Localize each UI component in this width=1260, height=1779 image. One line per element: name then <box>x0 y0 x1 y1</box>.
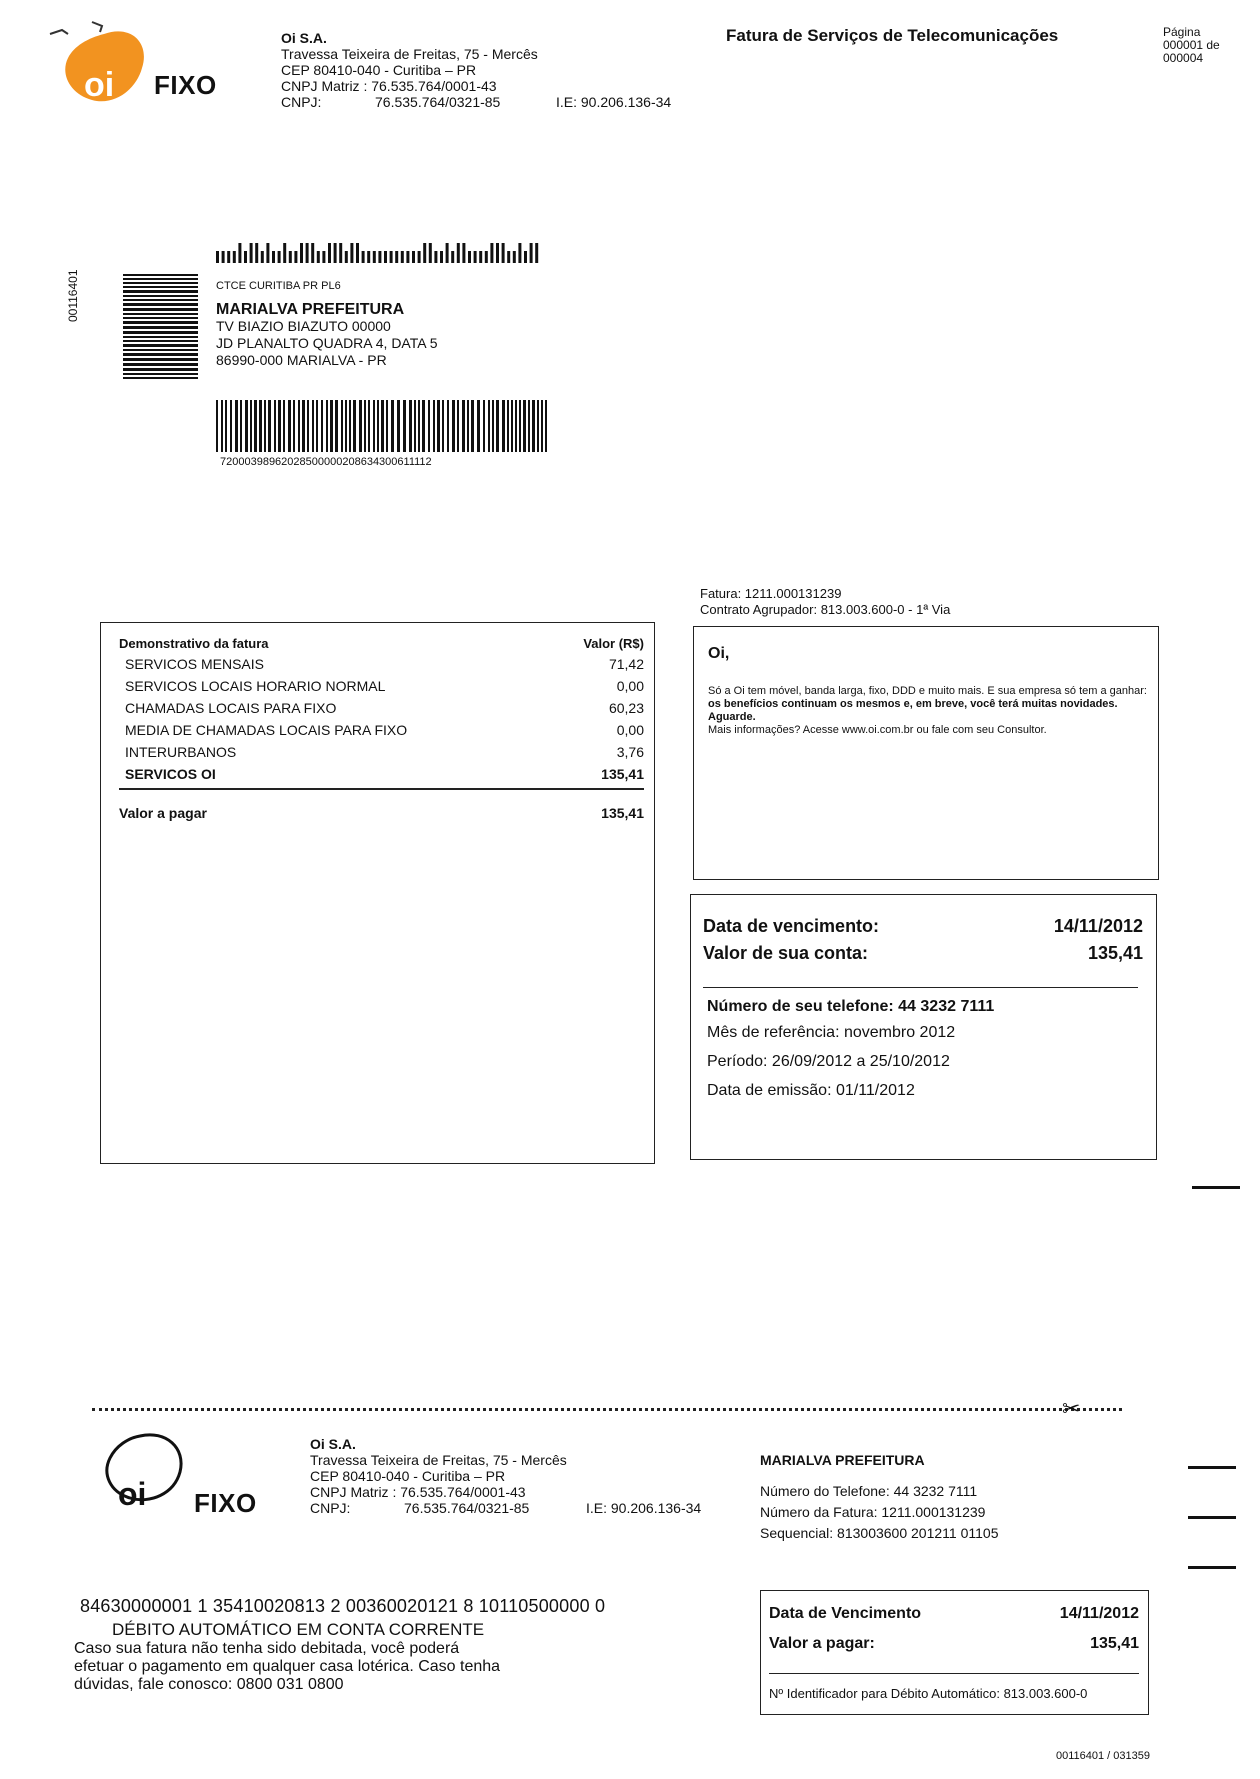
vertical-bar <box>123 282 198 284</box>
postal-bar <box>502 243 505 263</box>
vertical-bar <box>123 274 198 276</box>
barcode-bar <box>321 400 323 452</box>
postal-bar <box>395 251 398 263</box>
postal-bar <box>345 251 348 263</box>
postal-bar <box>451 251 454 263</box>
barcode-bar <box>298 400 300 452</box>
postal-bar <box>496 243 499 263</box>
statement-subtotal-row <box>125 763 644 785</box>
recipient-routing: CTCE CURITIBA PR PL6 <box>216 280 341 292</box>
debit-notes <box>74 1640 500 1694</box>
barcode-bar <box>452 400 455 452</box>
vertical-bar <box>123 286 198 288</box>
barcode-bar <box>537 400 539 452</box>
barcode-bar <box>483 400 485 452</box>
barcode-bar <box>477 400 480 452</box>
vertical-bar <box>123 303 198 306</box>
vertical-bar <box>123 340 198 342</box>
statement-row <box>125 741 644 763</box>
barcode-bar <box>471 400 474 452</box>
barcode-bar <box>447 400 449 452</box>
statement-total-row <box>119 802 644 824</box>
postal-bar <box>367 251 370 263</box>
stub-payment-box <box>760 1590 1149 1715</box>
barcode-bar <box>541 400 543 452</box>
barcode-bar <box>442 400 444 452</box>
company-ie: I.E: 90.206.136-34 <box>556 94 672 110</box>
postal-bar <box>530 243 533 263</box>
stub-brand-fixo: FIXO <box>194 1488 257 1518</box>
postal-bar <box>283 243 286 263</box>
barcode-bar <box>240 400 242 452</box>
invoice-number: Fatura: 1211.000131239 <box>700 586 842 601</box>
postal-bar <box>462 243 465 263</box>
postal-bar <box>328 243 331 263</box>
statement-subtotal-value: 135,41 <box>601 766 644 782</box>
vertical-bar <box>123 373 198 375</box>
brand-fixo: FIXO <box>154 70 217 100</box>
statement-total-label: Valor a pagar <box>119 805 207 821</box>
recipient-line-2: JD PLANALTO QUADRA 4, DATA 5 <box>216 335 438 351</box>
stub-cnpj-matriz: CNPJ Matriz : 76.535.764/0001-43 <box>310 1484 526 1500</box>
barcode-bar <box>245 400 248 452</box>
postal-bar <box>294 251 297 263</box>
statement-row <box>125 697 644 719</box>
postal-bar <box>378 251 381 263</box>
barcode-bar <box>532 400 535 452</box>
vertical-bar <box>123 368 198 371</box>
debit-note-3: dúvidas, fale conosco: 0800 031 0800 <box>74 1676 344 1693</box>
vertical-bar <box>123 377 198 379</box>
barcode-bar <box>422 400 425 452</box>
barcode-bar <box>496 400 499 452</box>
statement-item-label: MEDIA DE CHAMADAS LOCAIS PARA FIXO <box>125 722 408 738</box>
barcode-bar <box>341 400 343 452</box>
statement-item-value: 71,42 <box>608 656 644 672</box>
postal-bar <box>412 251 415 263</box>
due-date-value: 14/11/2012 <box>1053 916 1143 936</box>
stub-invoice-number: Número da Fatura: 1211.000131239 <box>760 1504 986 1520</box>
barcode-bar <box>235 400 238 452</box>
postal-bar <box>306 243 309 263</box>
statement-row <box>125 653 644 675</box>
barcode-bar <box>414 400 416 452</box>
statement-row <box>125 675 644 697</box>
barcode-bar <box>335 400 338 452</box>
barcode-bar <box>467 400 469 452</box>
stub-divider <box>769 1673 1139 1674</box>
billing-period: Período: 26/09/2012 a 25/10/2012 <box>707 1053 950 1070</box>
vertical-bar <box>123 326 198 329</box>
auto-debit-value: 813.003.600-0 <box>1003 1686 1088 1701</box>
stub-customer-block <box>760 1450 998 1544</box>
barcode-bar <box>397 400 400 452</box>
vertical-bar <box>123 353 198 356</box>
debit-note-1: Caso sua fatura não tenha sido debitada, você poderá <box>74 1640 460 1657</box>
due-date-label: Data de vencimento: <box>703 916 880 936</box>
vertical-bar <box>123 317 198 319</box>
postal-bar <box>244 251 247 263</box>
barcode-bar <box>381 400 384 452</box>
vertical-bar <box>123 349 198 351</box>
postal-bar <box>440 251 443 263</box>
barcode-bar <box>353 400 356 452</box>
company-address-2: CEP 80410-040 - Curitiba – PR <box>281 62 477 78</box>
barcode-bar <box>373 400 375 452</box>
barcode-bar <box>288 400 291 452</box>
barcode-bar <box>264 400 266 452</box>
vertical-bar <box>123 321 198 324</box>
vertical-bar <box>123 358 198 361</box>
margin-mark <box>1188 1466 1236 1469</box>
message-info: Mais informações? Acesse www.oi.com.br ou fale com seu Consultor. <box>708 724 1047 736</box>
recipient-block <box>216 278 536 369</box>
vertical-bar <box>123 336 198 338</box>
message-text: Só a Oi tem móvel, banda larga, fixo, DDD e muito mais. E sua empresa só tem a ganhar: <box>708 685 1147 697</box>
barcode-bar <box>545 400 547 452</box>
barcode-bar <box>377 400 379 452</box>
auto-debit-label: Nº Identificador para Débito Automático: <box>769 1686 1000 1701</box>
statement-box <box>100 622 655 1164</box>
footer-code: 00116401 / 031359 <box>1056 1750 1150 1762</box>
postal-bar <box>518 243 521 263</box>
message-box <box>693 626 1159 880</box>
barcode-bar <box>274 400 276 452</box>
stub-oi-logo <box>100 1428 196 1508</box>
vertical-bar <box>123 313 198 315</box>
debit-note-2: efetuar o pagamento em qualquer casa lotérica. Caso tenha <box>74 1658 501 1675</box>
page-label: Página <box>1163 25 1201 39</box>
barcode-bar <box>502 400 505 452</box>
margin-mark <box>1188 1566 1236 1569</box>
postal-bar <box>507 251 510 263</box>
invoice-ref <box>700 586 950 618</box>
stub-phone: Número do Telefone: 44 3232 7111 <box>760 1483 978 1499</box>
cut-line <box>92 1408 1122 1411</box>
barcode-bar <box>278 400 281 452</box>
postal-bar <box>261 251 264 263</box>
statement-header-label: Demonstrativo da fatura <box>119 635 269 651</box>
postal-bar <box>238 243 241 263</box>
vertical-bar <box>123 363 198 366</box>
barcode-bar <box>225 400 227 452</box>
postal-bar <box>535 243 538 263</box>
barcode-bar <box>221 400 223 452</box>
document-title: Fatura de Serviços de Telecomunicações <box>726 26 1059 45</box>
vertical-bar <box>123 299 198 301</box>
statement-item-label: CHAMADAS LOCAIS PARA FIXO <box>125 700 337 716</box>
barcode-bar <box>368 400 370 452</box>
stub-due-value: 14/11/2012 <box>1059 1605 1139 1622</box>
stub-cnpj-label: CNPJ: <box>310 1500 351 1516</box>
postal-bar <box>457 243 460 263</box>
phone-value: 44 3232 7111 <box>898 998 995 1015</box>
side-code: 00116401 <box>66 269 80 322</box>
postal-bar <box>311 243 314 263</box>
company-address-1: Travessa Teixeira de Freitas, 75 - Mercês <box>281 46 538 62</box>
vertical-barcode <box>123 274 198 382</box>
barcode-bar <box>259 400 262 452</box>
postal-bar <box>300 243 303 263</box>
barcode-bar <box>519 400 521 452</box>
recipient-line-1: TV BIAZIO BIAZUTO 00000 <box>216 318 391 334</box>
barcode-bar <box>523 400 526 452</box>
summary-box <box>690 894 1157 1160</box>
message-greeting: Oi, <box>708 645 730 662</box>
postal-bar <box>418 251 421 263</box>
vertical-bar <box>123 308 198 311</box>
barcode-bar <box>433 400 435 452</box>
barcode-bar <box>349 400 351 452</box>
postal-bar <box>390 251 393 263</box>
margin-mark <box>1188 1516 1236 1519</box>
barcode-bar <box>391 400 394 452</box>
barcode-bar <box>428 400 430 452</box>
company-cnpj-label: CNPJ: <box>281 94 322 110</box>
postal-bar <box>222 251 225 263</box>
recipient-name: MARIALVA PREFEITURA <box>216 301 405 318</box>
barcode-bar <box>488 400 490 452</box>
stub-company-name: Oi S.A. <box>310 1436 356 1452</box>
statement-item-value: 0,00 <box>616 722 644 738</box>
company-block <box>281 30 721 110</box>
vertical-bar <box>123 331 198 334</box>
barcode-bar <box>457 400 459 452</box>
payment-codeline: 84630000001 1 35410020813 2 00360020121 8 10110500000 0 <box>80 1596 606 1616</box>
postal-bar <box>322 251 325 263</box>
stub-address-1: Travessa Teixeira de Freitas, 75 - Mercês <box>310 1452 567 1468</box>
postal-bar <box>339 243 342 263</box>
postal-bar <box>362 251 365 263</box>
issue-date: Data de emissão: 01/11/2012 <box>707 1082 915 1099</box>
barcode-bar <box>364 400 366 452</box>
barcode-bar <box>268 400 271 452</box>
company-cnpj-value: 76.535.764/0321-85 <box>375 94 501 110</box>
postal-bar <box>406 251 409 263</box>
barcode-bar <box>254 400 257 452</box>
page-indicator <box>1163 26 1220 65</box>
barcode-bar <box>492 400 494 452</box>
barcode-bar <box>462 400 465 452</box>
postal-bar <box>255 243 258 263</box>
message-text-bold: os benefícios continuam os mesmos e, em breve, você terá muitas novidades. Aguarde. <box>708 698 1118 723</box>
barcode-bar <box>302 400 305 452</box>
address-barcode <box>216 400 551 452</box>
barcode-bar <box>230 400 232 452</box>
barcode-bar <box>437 400 440 452</box>
postal-bar <box>266 243 269 263</box>
stub-sequence: Sequencial: 813003600 201211 01105 <box>760 1525 999 1541</box>
statement-item-label: SERVICOS LOCAIS HORARIO NORMAL <box>125 678 386 694</box>
postal-bar <box>278 251 281 263</box>
stub-amount-label: Valor a pagar: <box>769 1635 875 1652</box>
barcode-bar <box>359 400 362 452</box>
postal-bar <box>479 251 482 263</box>
statement-row <box>125 719 644 741</box>
barcode-bar <box>283 400 285 452</box>
contract-number: Contrato Agrupador: 813.003.600-0 - 1ª Via <box>700 602 951 617</box>
stub-due-label: Data de Vencimento <box>769 1605 922 1622</box>
barcode-bar <box>316 400 318 452</box>
vertical-bar <box>123 290 198 293</box>
barcode-bar <box>326 400 328 452</box>
oi-logo-text: oi <box>84 66 115 104</box>
barcode-bar <box>403 400 406 452</box>
stub-ie: I.E: 90.206.136-34 <box>586 1500 702 1516</box>
barcode-bar <box>345 400 347 452</box>
postal-bar <box>423 243 426 263</box>
statement-item-label: INTERURBANOS <box>125 744 237 760</box>
postal-bar <box>227 251 230 263</box>
barcode-bar <box>515 400 517 452</box>
barcode-bar <box>409 400 412 452</box>
postal-bar <box>384 251 387 263</box>
statement-subtotal-label: SERVICOS OI <box>125 766 216 782</box>
statement-total-value: 135,41 <box>601 805 644 821</box>
postal-bar <box>317 251 320 263</box>
page-value: 000001 de <box>1163 38 1220 52</box>
stub-amount-value: 135,41 <box>1090 1635 1139 1652</box>
postal-bar <box>401 251 404 263</box>
barcode-bar <box>312 400 314 452</box>
postal-bar <box>216 251 219 263</box>
postal-bar <box>233 251 236 263</box>
postal-bar <box>429 243 432 263</box>
barcode-bar <box>511 400 513 452</box>
barcode-bar <box>307 400 309 452</box>
barcode-bar <box>528 400 530 452</box>
statement-item-value: 60,23 <box>608 700 644 716</box>
margin-mark <box>1192 1186 1240 1189</box>
amount-label: Valor de sua conta: <box>703 943 869 963</box>
postal-bar <box>485 251 488 263</box>
postal-bar <box>289 251 292 263</box>
postal-bar <box>272 251 275 263</box>
postal-bar <box>513 251 516 263</box>
postal-bar <box>524 251 527 263</box>
statement-item-value: 0,00 <box>616 678 644 694</box>
statement-item-label: SERVICOS MENSAIS <box>125 656 265 672</box>
stub-cnpj-value: 76.535.764/0321-85 <box>404 1500 530 1516</box>
recipient-line-3: 86990-000 MARIALVA - PR <box>216 352 387 368</box>
summary-divider <box>703 987 1138 988</box>
barcode-number: 72000398962028500000208634300611112 <box>220 456 432 468</box>
postal-bar <box>434 251 437 263</box>
barcode-bar <box>293 400 295 452</box>
postal-barcode <box>216 243 541 263</box>
postal-bar <box>356 243 359 263</box>
vertical-bar <box>123 344 198 347</box>
postal-bar <box>468 251 471 263</box>
postal-bar <box>250 243 253 263</box>
barcode-bar <box>386 400 388 452</box>
postal-bar <box>446 243 449 263</box>
stub-address-2: CEP 80410-040 - Curitiba – PR <box>310 1468 506 1484</box>
reference-month: Mês de referência: novembro 2012 <box>707 1024 956 1041</box>
barcode-bar <box>418 400 420 452</box>
barcode-bar <box>330 400 333 452</box>
barcode-bar <box>507 400 509 452</box>
vertical-bar <box>123 278 198 280</box>
barcode-bar <box>250 400 252 452</box>
statement-header-value: Valor (R$) <box>583 635 644 651</box>
barcode-bar <box>216 400 218 452</box>
company-cnpj-matriz: CNPJ Matriz : 76.535.764/0001-43 <box>281 78 497 94</box>
postal-bar <box>474 251 477 263</box>
company-name: Oi S.A. <box>281 30 327 46</box>
stub-customer-name: MARIALVA PREFEITURA <box>760 1452 925 1468</box>
amount-value: 135,41 <box>1087 943 1143 963</box>
stub-logo-text: oi <box>118 1476 147 1512</box>
scissors-icon: ✂ <box>1062 1396 1081 1421</box>
statement-item-value: 3,76 <box>616 744 644 760</box>
stub-company-block <box>310 1436 750 1516</box>
statement-divider <box>119 788 644 790</box>
postal-bar <box>373 251 376 263</box>
vertical-bar <box>123 295 198 297</box>
phone-label: Número de seu telefone: <box>707 998 894 1015</box>
postal-bar <box>350 243 353 263</box>
postal-bar <box>334 243 337 263</box>
postal-bar <box>490 243 493 263</box>
page-total: 000004 <box>1163 51 1204 65</box>
auto-debit-title: DÉBITO AUTOMÁTICO EM CONTA CORRENTE <box>112 1620 485 1639</box>
